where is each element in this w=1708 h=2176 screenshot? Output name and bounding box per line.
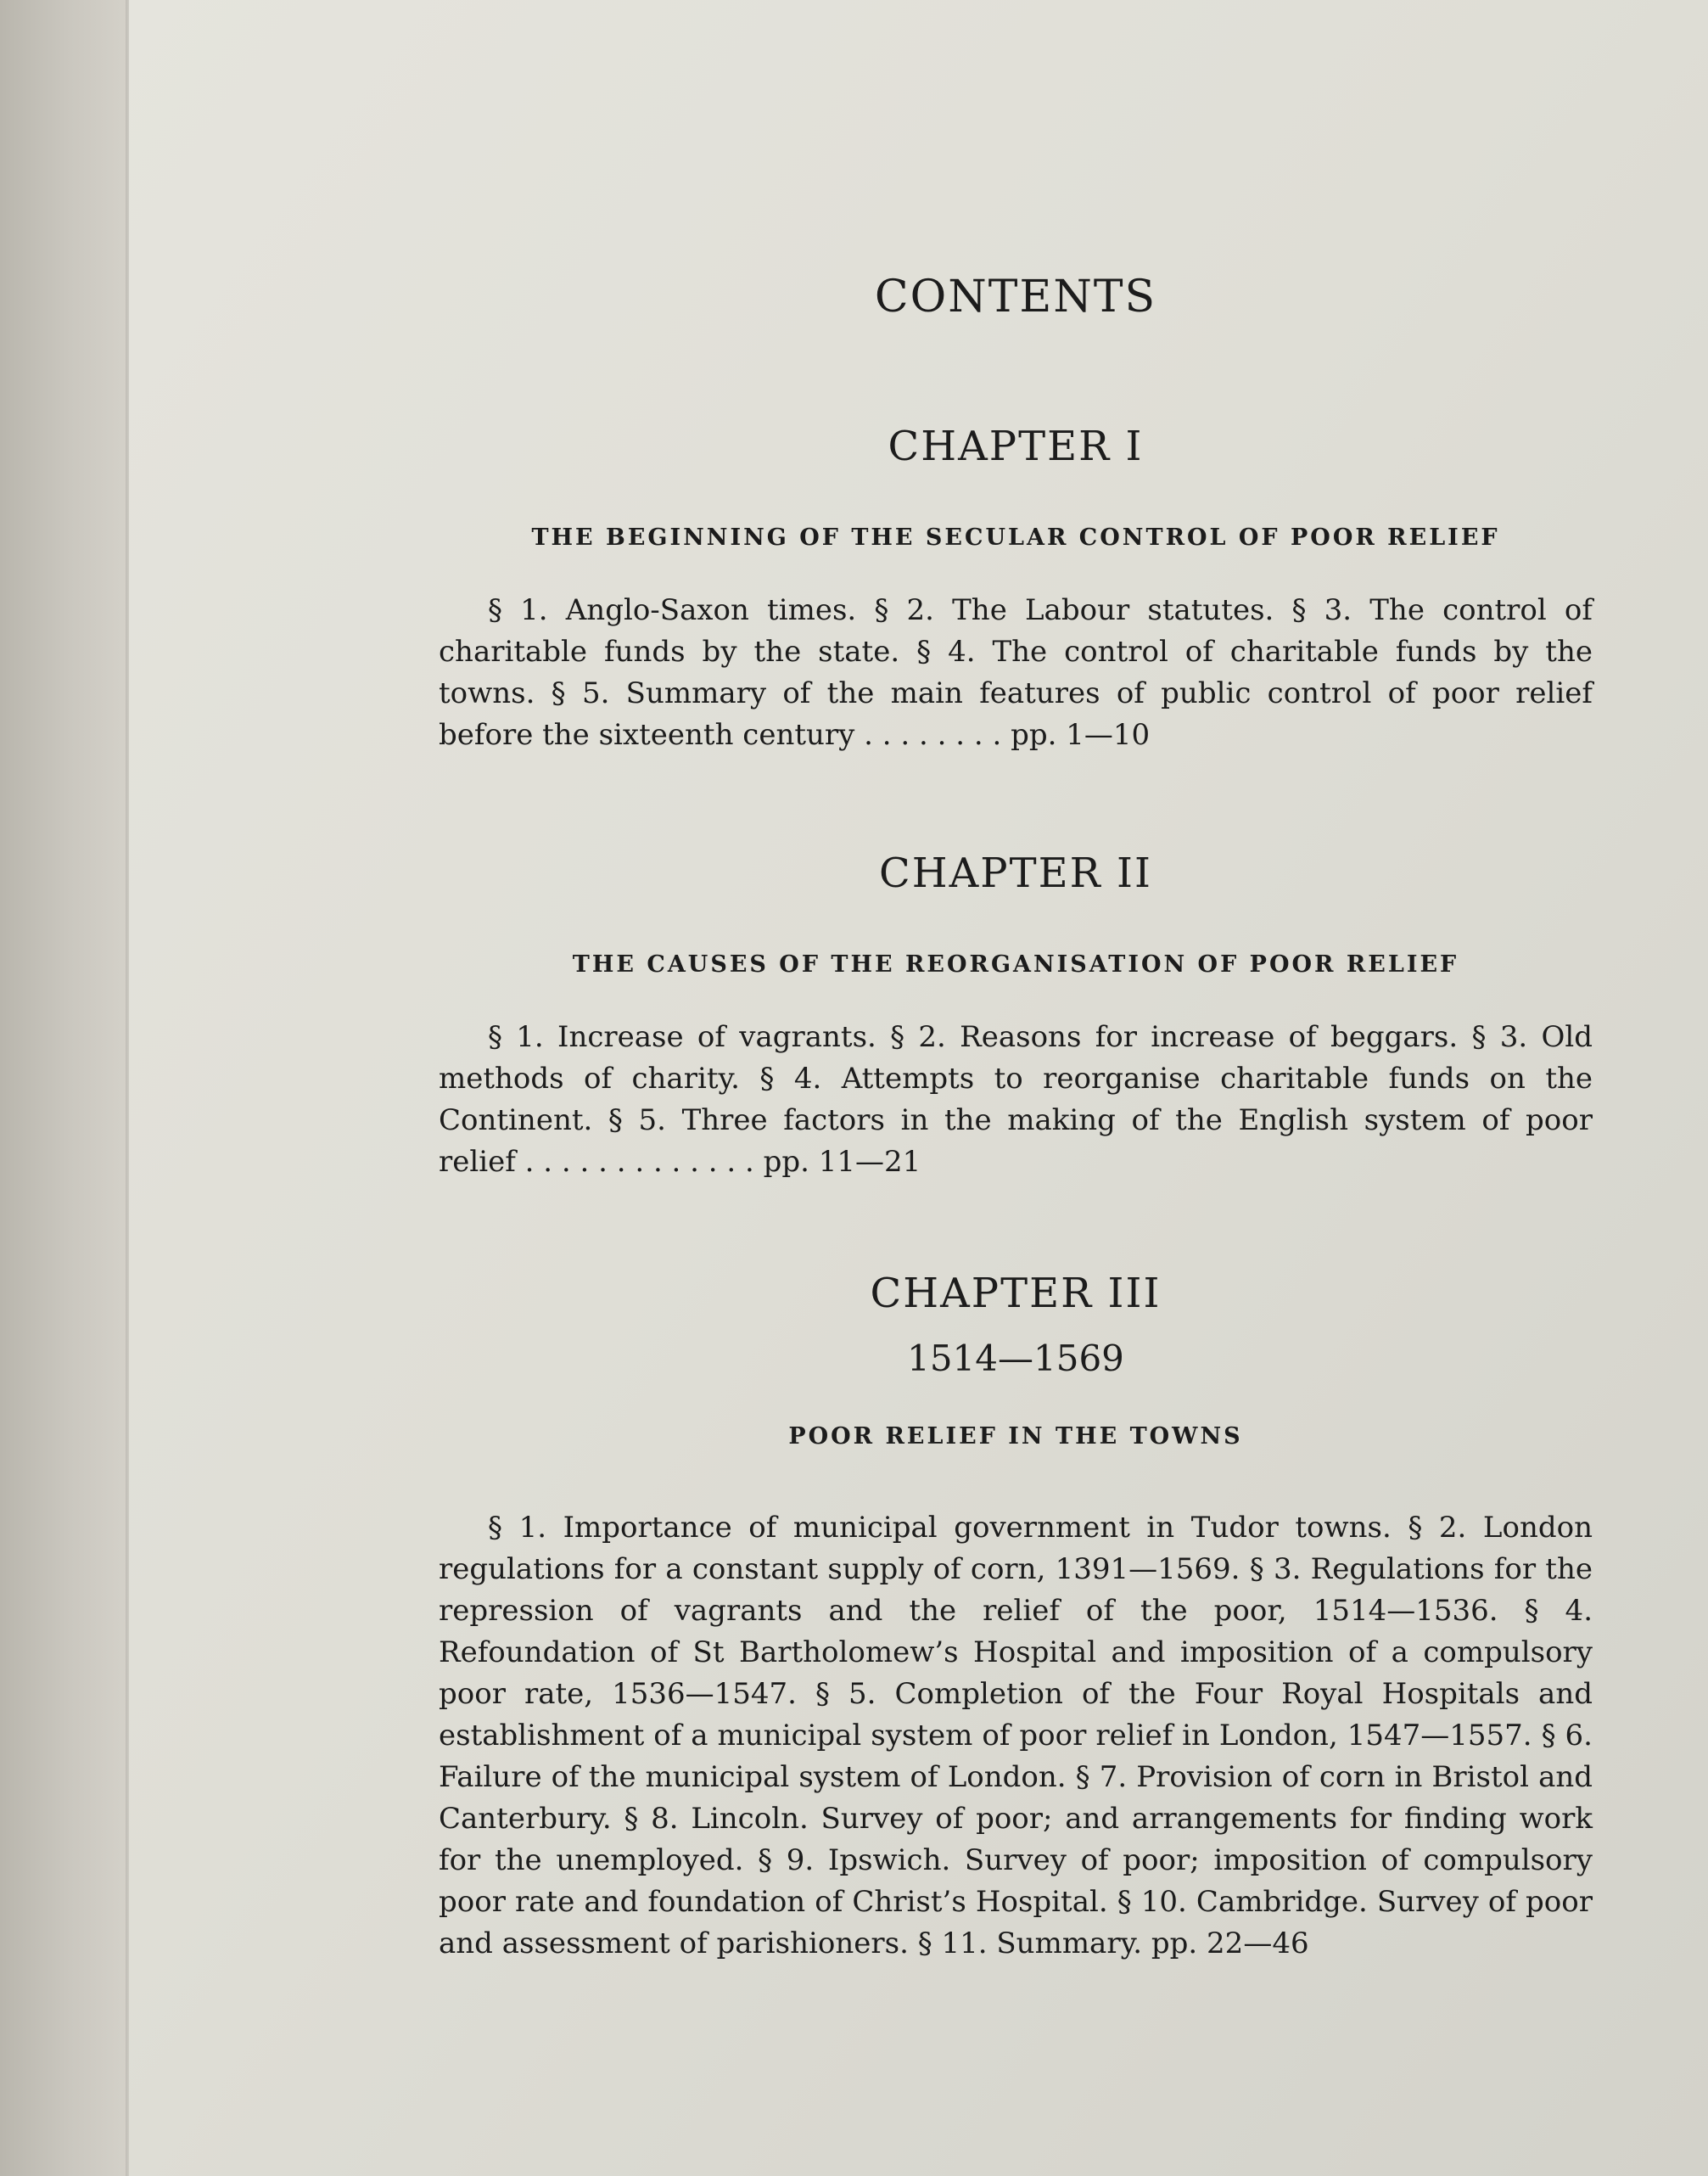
chapter-subtitle: POOR RELIEF IN THE TOWNS bbox=[788, 1423, 1243, 1450]
chapter-subtitle: THE BEGINNING OF THE SECULAR CONTROL OF POOR RELIEF bbox=[531, 524, 1500, 551]
chapter-summary-text: § 1. Importance of municipal government in Tudor towns. § 2. London regulations for a constant supply of corn, 1391—1569. § 3. Regulations for the repression of vagrants and the relief of the poor, 1514—1536. § 4. Refoundation of St Bartholomew’s Hospital and imposition of a compulsory poor rate, 1536—1547. § 5. Completion of the Four Royal Hospitals and establishment of a municipal system of poor relief in London, 1547—1557. § 6. Failure of the municipal system of London. § 7. Provision of corn in Bristol and Canterbury. § 8. Lincoln. Survey of poor; and arrangements for finding work for the unemployed. § 9. Ipswich. Survey of poor; imposition of compulsory poor rate and foundation of Christ’s Hospital. § 10. Cambridge. Survey of poor and assessment of parishioners. § 11. Summary. bbox=[439, 1511, 1593, 1960]
chapter-heading: CHAPTER I bbox=[888, 423, 1144, 470]
page-range: pp. 1—10 bbox=[1011, 718, 1151, 752]
chapter-entry bbox=[439, 1270, 1593, 1965]
contents-section bbox=[439, 272, 1593, 2058]
chapter-entry bbox=[439, 850, 1593, 1183]
chapter-summary-text: § 1. Increase of vagrants. § 2. Reasons for increase of beggars. § 3. Old methods of charity. § 4. Attempts to reorganise charitable funds on the Continent. § 5. Three factors in the making of the English system of poor relief . . . . . . . . . . . . . bbox=[439, 1020, 1593, 1179]
chapter-summary-text: § 1. Anglo-Saxon times. § 2. The Labour statutes. § 3. The control of charitable funds by the state. § 4. The control of charitable funds by the towns. § 5. Summary of the main features of public control of poor relief before the sixteenth century . . . . . . . . bbox=[439, 593, 1593, 752]
chapter-heading: CHAPTER III bbox=[870, 1270, 1162, 1317]
chapter-subtitle: THE CAUSES OF THE REORGANISATION OF POOR RELIEF bbox=[572, 951, 1459, 978]
chapter-summary bbox=[439, 590, 1593, 756]
page-range: pp. 22—46 bbox=[1151, 1926, 1309, 1960]
page-title: CONTENTS bbox=[874, 272, 1157, 322]
page-range: pp. 11—21 bbox=[763, 1145, 921, 1179]
chapter-summary bbox=[439, 1017, 1593, 1183]
chapter-entry bbox=[439, 423, 1593, 756]
chapter-summary bbox=[439, 1507, 1593, 1965]
chapter-heading: CHAPTER II bbox=[879, 850, 1152, 897]
book-page bbox=[129, 0, 1708, 2176]
book-gutter bbox=[0, 0, 127, 2176]
chapter-years: 1514—1569 bbox=[907, 1338, 1124, 1379]
